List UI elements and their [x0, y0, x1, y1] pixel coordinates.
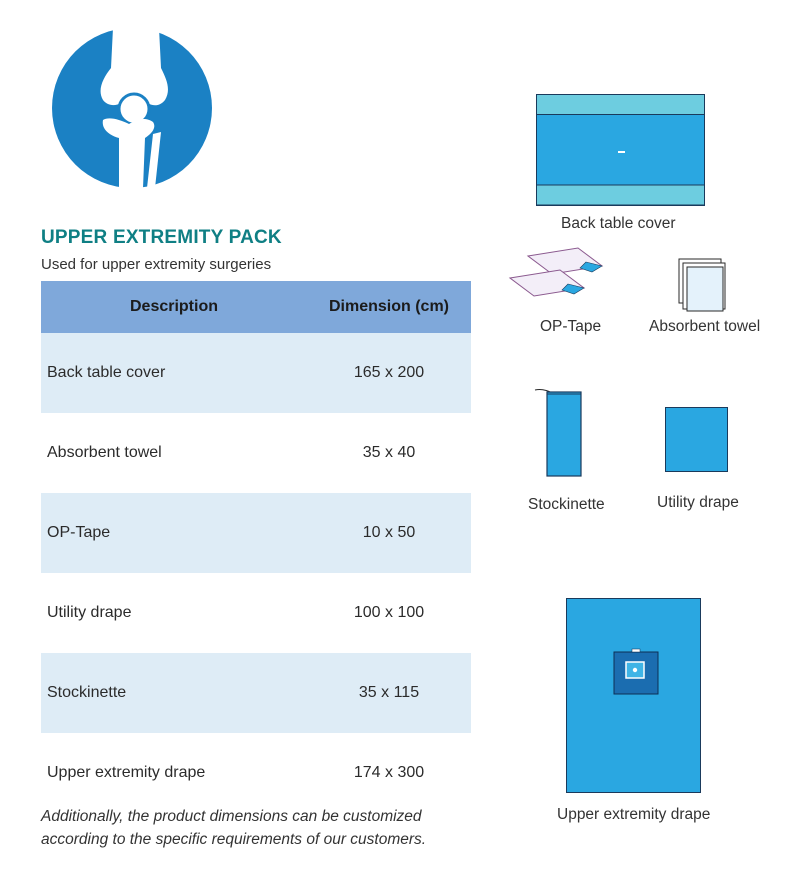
stockinette-illustration [533, 386, 585, 478]
caption-upper-extremity-drape: Upper extremity drape [557, 806, 711, 823]
table-row [41, 573, 471, 653]
customization-note [41, 805, 481, 851]
row-dimension: 35 x 115 [307, 653, 471, 733]
row-description: Upper extremity drape [47, 764, 206, 781]
knee-joint-icon [49, 28, 215, 188]
column-header-description: Description [41, 281, 307, 333]
table-header-row [41, 281, 471, 333]
row-description: Back table cover [41, 333, 307, 413]
row-dimension: 165 x 200 [307, 333, 471, 413]
caption-absorbent-towel: Absorbent towel [649, 318, 761, 335]
note-line-1: Additionally, the product dimensions can be customized [41, 808, 422, 825]
table-row [41, 493, 471, 573]
table-row [41, 413, 471, 493]
table-row [41, 733, 471, 813]
pack-subtitle: Used for upper extremity surgeries [41, 256, 272, 273]
row-dimension: 100 x 100 [353, 604, 425, 621]
row-dimension: 10 x 50 [307, 493, 471, 573]
row-dimension: 35 x 40 [362, 444, 416, 461]
back-table-cover-illustration [536, 94, 706, 206]
caption-back-table-cover: Back table cover [561, 215, 676, 232]
row-description: OP-Tape [41, 493, 307, 573]
caption-utility-drape: Utility drape [657, 494, 739, 511]
caption-stockinette: Stockinette [528, 496, 605, 513]
row-description: Stockinette [41, 653, 307, 733]
row-description: Absorbent towel [47, 444, 162, 461]
absorbent-towel-illustration [677, 257, 727, 313]
column-header-dimension: Dimension (cm) [307, 281, 471, 333]
row-dimension: 174 x 300 [353, 764, 425, 781]
pack-title: UPPER EXTREMITY PACK [41, 227, 282, 248]
row-description: Utility drape [47, 604, 132, 621]
note-line-2: according to the specific requirements of our customers. [41, 831, 427, 848]
caption-op-tape: OP-Tape [540, 318, 602, 335]
utility-drape-illustration [665, 407, 729, 473]
table-row [41, 653, 471, 733]
op-tape-illustration [508, 246, 604, 308]
dimension-table [41, 281, 471, 813]
upper-extremity-drape-illustration [566, 598, 702, 794]
table-row [41, 333, 471, 413]
